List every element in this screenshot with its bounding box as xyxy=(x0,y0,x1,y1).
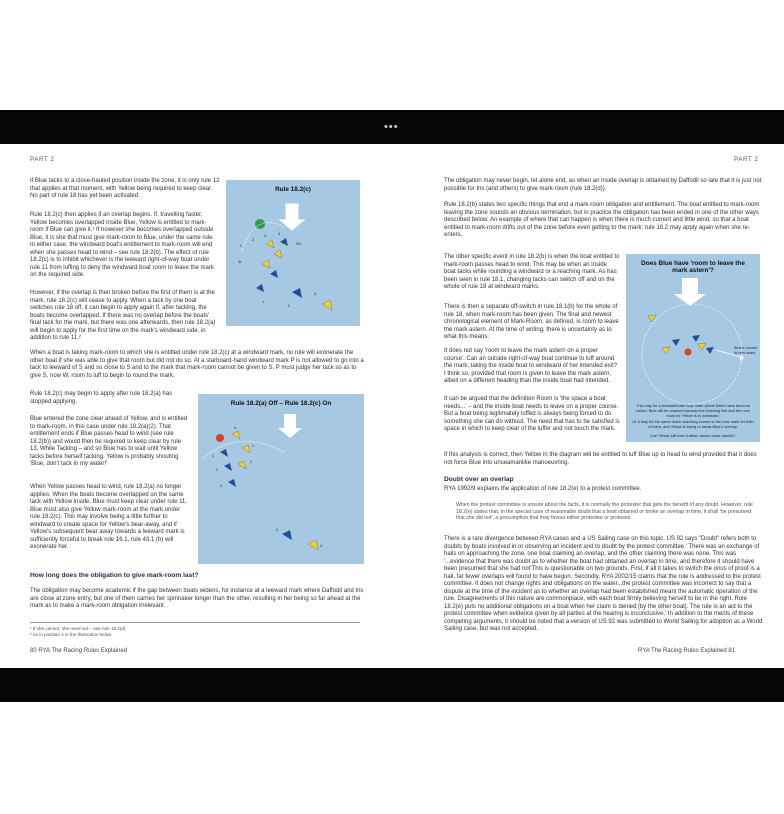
position-label: 1 xyxy=(262,300,264,304)
zone-circle xyxy=(642,304,742,404)
diagram-rule-18-2a-off-18-2c-on-graphic xyxy=(198,394,364,564)
position-label: 1 xyxy=(212,454,214,458)
left-paragraph: However, if the overlap is then broken before the first of them is at the mark, rule 18.2(c) will cease to apply. When a tack by one boat switches rule 18 off, it can begin to apply again if, after tacking, the boats become overlapped. If there was no overlap before the boats' final tack for the mark, but there was one afterwards, then rule 18.2(a) will begin to apply for the first time on the mark's windward side, in addition to rule 11.² xyxy=(30,290,216,341)
left-paragraph: Rule 18.2(c) then applies if an overlap begins. If, travelling faster, Yellow becomes overlapped inside Blue, Yellow is entitled to mark-room if Blue can give it.¹ If however she becomes overlapped outside Blue, it is she that must give mark-room to Blue, under the same rule. In either case, the windward boat's entitlement to mark-room will end when she passes head to wind – see rule 18.2(b). The effect of rule 18.2(c) is to inhibit whichever is the leeward right-of-way boat under rule 11 from luffing to deny the windward boat room to leave the mark on the required side. xyxy=(30,212,215,278)
left-section-heading: How long does the obligation to give mark-room last? xyxy=(30,572,199,579)
right-paragraph: There is then a separate off-switch in rule 18.1(b) for the whole of rule 18, when mark-room has been given. The final and newest chronological element of Mark-Room, as defined, is room to leave the mark astern. At the time of writing, there is uncertainty as to what this means. xyxy=(444,304,619,340)
left-part-label: PART 2 xyxy=(30,156,55,163)
viewer-top-bar xyxy=(0,110,784,144)
left-page xyxy=(0,144,392,668)
right-section-heading: Doubt over an overlap xyxy=(444,476,514,483)
course-label: Blue's course to next mark xyxy=(734,345,758,355)
left-paragraph: Rule 18.2(c) may begin to apply after rule 18.2(a) has stopped applying. xyxy=(30,391,173,405)
wind-arrow-icon xyxy=(278,414,302,438)
right-paragraph: Rule 18.2(b) states two specific things that end a mark-room obligation and entitlement. The boat entitled to mark-room leaving the zone sounds an obvious termination, but in practice the obligation has been ended in one of the other ways described below. An example of where that can happen is when there is much current and little wind, so that a boat entitled to mark-room drifts out of the zone before even getting to the mark: rule 18.2 may apply again when she re-enters. xyxy=(444,202,760,238)
footnote: ² As in position 4 in the illustration below xyxy=(30,632,112,637)
blue-boats xyxy=(220,449,292,540)
quoted-case-text: When the protest committee is unsure about the facts, it is normally the protester that gets the benefit of any doubt. However, rule 18.2(e) states that, in the special case of reasonable doubt that a boat obtained or broke an overlap in time, it shall 'be presumed that she did not', a presumption that may favour either protestee or protestor. xyxy=(456,502,753,521)
more-options-icon[interactable]: ••• xyxy=(384,121,399,133)
diagram-title: Rule 18.2(a) Off – Rule 18.2(c) On xyxy=(230,400,332,407)
right-paragraph: There is a rare divergence between RYA cases and a US Sailing case on this topic. US 92 says "Doubt" refers both to doubts by boats involved in or observing an incident and to doubt by the protest committee.' There was an exchange of hails on approaching the zone, one boat claiming an overlap, and the other claiming there was none. This was '...evidence that there was doubt as to whether the boat had obtained an overlap in time, and therefore it should have been presumed that she had not'This is questionable on two grounds. First, if all it takes to switch the onus of proof is a hail, far fewer overlaps will found to have begun. Secondly, RYA 2002/15 claims that the rule is addressed to the protest committee. It does not change rights and obligations on the water...the protest committee was incorrect to say that a dispute at the time of the incident as to whether an overlap had been established meant the automatic operation of the rule. Disagreements of this nature are commonplace, with each boat firmly believing herself to be in the right. Rule 18.2(e) puts no additional obligations on a boat when her claim is denied [by the other boat]. The rule is an aid to the protest committee when evidence given by all parties at the hearing is inconclusive.' In addition to the merits of these competing arguments, it should be noted that a version of US 92 was submitted to World Sailing for adoption as a World Sailing case, but was not accepted. xyxy=(444,536,763,632)
footnote: ¹ If she cannot, she need not – see rule 18.2(d) xyxy=(30,626,126,631)
blue-boats xyxy=(672,335,714,354)
position-label: 3 xyxy=(220,484,222,488)
right-paragraph: It does not say 'room to leave the mark astern on a proper course'. Can an outside right-of-way boat continue to luff around the mark, taking the inside boat to windward of her intended exit? I think so, provided that room is given to leave the mark astern, albeit on a different heading than the inside boat had intended. xyxy=(444,348,618,384)
diagram-title: Rule 18.2(c) xyxy=(275,186,311,193)
right-paragraph: It can be argued that the definition Room is 'the space a boat needs...' – and the inside boat needs to leave on a proper course. But a boat being legitimately luffed is always being forced to do something she can do without. The need that has to be satisfied is space in which to keep clear of the luffer and not touch the mark. xyxy=(444,396,620,432)
position-label: 2 xyxy=(252,238,254,242)
position-label: 4 xyxy=(234,426,236,430)
yellow-boats xyxy=(232,431,318,550)
viewer-bottom-bar xyxy=(0,668,784,702)
mark-icon xyxy=(255,219,265,229)
right-paragraph: RYA 1992/9 explains the application of rule 18.2(e) to a protest committee. xyxy=(444,486,642,492)
position-label: 4 xyxy=(320,544,322,548)
position-label: 1 xyxy=(252,444,254,448)
position-label: 3 xyxy=(314,292,316,296)
right-paragraph: The other specific event in rule 18.2(b) is when the boat entitled to mark-room passes head to wind. This may be when an inside boat tacks while rounding a windward or a reaching mark. As has been seen in rule 18.1, changing tacks can switch off and on the whole of rule 18 at windward marks. xyxy=(444,254,620,290)
left-paragraph: When a boat is taking mark-room to which she is entitled under rule 18.2(c) at a windward mark, no rule will exonerate the other boat if she was able to give that room but did not do so. At a starboard-hand windward mark P is not allowed to go into a tack to leeward of S and so close to S and to the mark that mark-room cannot be given to S. P must judge her tack so as to give S, now W, room to luff to begin to round the mark. xyxy=(30,350,364,379)
position-label: 2 xyxy=(288,304,290,308)
diagram-rule-18-2a-off-18-2c-on xyxy=(198,394,364,564)
left-paragraph: The obligation may become academic if the gap between boats widens, for instance at a leeward mark where Daffodil and Iris are close at zone entry, but one of them carries her spinnaker longer than the other, resulting in her being so far ahead at the mark as to make a mark-room obligation irrelevant. xyxy=(30,588,364,609)
diagram-rule-18-2c xyxy=(226,180,360,326)
right-paragraph: If this analysis is correct, then Yellow in the diagram will be entitled to luff Blue up to head to wind provided that it does not force Blue into unseamanlike manoeuvring. xyxy=(444,452,757,466)
three-length-label: 3L xyxy=(238,260,242,264)
diagram-rule-18-2c-graphic xyxy=(226,180,360,326)
position-label: 4 xyxy=(278,232,280,236)
yellow-boats xyxy=(648,315,706,354)
diagram-note: Or it may be the same reach-reaching course to the next mark for both of them, and Yellow is trying to break Blue's overlap. xyxy=(632,419,754,429)
right-part-label: PART 2 xyxy=(734,156,759,163)
position-label: 3 xyxy=(276,528,278,532)
left-paragraph: When Yellow passes head to wind, rule 18.2(a) no longer applies. When the boats become overlapped on the same tack with Yellow inside, Blue must keep clear under rule 11. Blue must also give Yellow mark-room at the mark under rule 18.2(c). This may involve being a little further to windward to create space for Yellow's bear-away, and if Yellow's subsequent bear away towards a leeward mark is sufficiently forceful to break rule 16.1, rule 43.1 (b) will exonerate her. xyxy=(30,484,187,550)
position-label: 2 xyxy=(250,460,252,464)
right-paragraph: The obligation may never begin, let alone end, as when an inside overlap is obtained by Daffodil so late that it is just not possible for Iris (and others) to give mark-room (rule 18.2(d)). xyxy=(444,178,762,192)
position-label: 2 xyxy=(216,468,218,472)
left-paragraph: If Blue tacks to a close-hauled position inside the zone, it is only rule 12 that applies at that moment, with Yellow being required to keep clear. No part of rule 18 has yet been activated. xyxy=(30,178,220,199)
diagram-note: This may be a leeward/outer loop mark where fleets have become mixed. Blue will be reached towards the finishing line and the next mark for Yellow is to windward. xyxy=(636,403,750,418)
diagram-title: Does Blue have 'room to leave the mark astern'? xyxy=(641,260,745,274)
right-page xyxy=(392,144,784,668)
blue-boats xyxy=(256,238,302,298)
position-label: 1 xyxy=(240,244,242,248)
wind-arrow-icon xyxy=(280,204,304,230)
mark-icon xyxy=(216,434,224,442)
diagram-room-to-leave-mark-astern xyxy=(626,254,760,442)
zone-arc xyxy=(204,441,284,458)
wind-arrow-icon xyxy=(674,278,706,306)
mark-icon xyxy=(685,349,692,356)
left-paragraph: Blue entered the zone clear ahead of Yellow, and is entitled to mark-room, in this case under rule 18.2(a)(2). That entitlement ends if Blue passes head to wind (see rule 18.2(b)) and would then be required to keep clear by rule 13, While Tacking – and so Blue has to wait until Yellow tacks before herself tacking. Yellow is probably shouting 'Blue, don't tack in my water!' xyxy=(30,416,188,467)
right-footer: RYA The Racing Rules Explained 81 xyxy=(638,648,736,654)
zone-label: ZH xyxy=(296,242,301,246)
left-footer: 80 RYA The Racing Rules Explained xyxy=(30,648,128,654)
footnotes xyxy=(30,622,360,638)
diagram-note: Can Yellow luff even further, above close-hauled? xyxy=(650,433,736,438)
position-label: 3 xyxy=(264,234,266,238)
